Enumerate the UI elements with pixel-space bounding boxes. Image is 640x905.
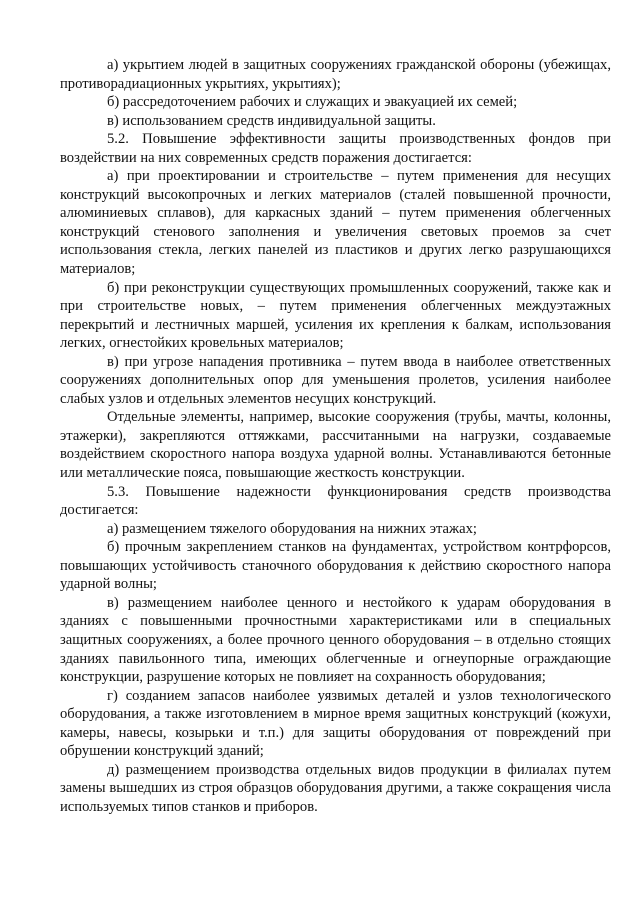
- paragraph-attack-threat: в) при угрозе нападения противника – путем ввода в наиболее ответственных сооружениях дополнительных опор для уменьшения пролетов, усиления наиболее слабых узлов и отдельных элементов несущих конструкций.: [60, 353, 611, 407]
- paragraph-shelter: а) укрытием людей в защитных сооружениях гражданской обороны (убежищах, противорадиационных укрытиях, укрытиях);: [60, 57, 611, 92]
- paragraph-spare-parts: г) созданием запасов наиболее уязвимых деталей и узлов технологического оборудования, а также изготовлением в мирное время защитных конструкций (кожухи, камеры, навесы, козырьки и т.п.) для защиты оборудования от повреждений при обрушении конструкций зданий;: [60, 687, 611, 760]
- paragraph-personal-protection: в) использованием средств индивидуальной защиты.: [107, 112, 436, 129]
- paragraph-machine-fixing: б) прочным закреплением станков на фундаментах, устройством контрфорсов, повышающих устойчивость станочного оборудования к действию скоростного напора ударной волны;: [60, 539, 611, 593]
- paragraph-valuable-equipment: в) размещением наиболее ценного и нестойкого к ударам оборудования в зданиях с повышенными прочностными характеристиками или в специальных защитных сооружениях, а более прочного ценного оборудования – в отдельно стоящих зданиях павильонного типа, имеющих облегченные и огнеупорные ограждающие конструкции, разрушение которых не повлияет на сохранность оборудования;: [60, 594, 611, 686]
- paragraph-section-5-2: 5.2. Повышение эффективности защиты производственных фондов при воздействии на них современных средств поражения достигается:: [60, 131, 611, 166]
- paragraph-production-branches: д) размещением производства отдельных видов продукции в филиалах путем замены вышедших из строя образцов оборудования другими, а также сокращения числа используемых типов станков и приборов.: [60, 761, 611, 815]
- document-body: [60, 56, 611, 816]
- paragraph-dispersal: б) рассредоточением рабочих и служащих и эвакуацией их семей;: [107, 94, 518, 111]
- paragraph-tall-structures: Отдельные элементы, например, высокие сооружения (трубы, мачты, колонны, этажерки), закрепляются оттяжками, рассчитанными на нагрузки, создаваемые воздействием скоростного напора воздуха ударной волны. Устанавливаются бетонные или металлические пояса, повышающие жесткость конструкции.: [60, 409, 611, 482]
- paragraph-design-construction: а) при проектировании и строительстве – путем применения для несущих конструкций высокопрочных и легких материалов (сталей повышенной прочности, алюминиевых сплавов), для каркасных зданий – путем применения облегченных конструкций стенового заполнения и увеличения световых проемов за счет использования стекла, легких панелей из пластиков и других легко разрушающихся материалов;: [60, 168, 611, 278]
- paragraph-heavy-equipment: а) размещением тяжелого оборудования на нижних этажах;: [107, 520, 477, 537]
- paragraph-reconstruction: б) при реконструкции существующих промышленных сооружений, также как и при строительстве новых, – путем применения облегченных междуэтажных перекрытий и лестничных маршей, усиления их крепления к балкам, использования легких, огнестойких кровельных материалов;: [60, 279, 611, 352]
- paragraph-section-5-3: 5.3. Повышение надежности функционирования средств производства достигается:: [60, 483, 611, 519]
